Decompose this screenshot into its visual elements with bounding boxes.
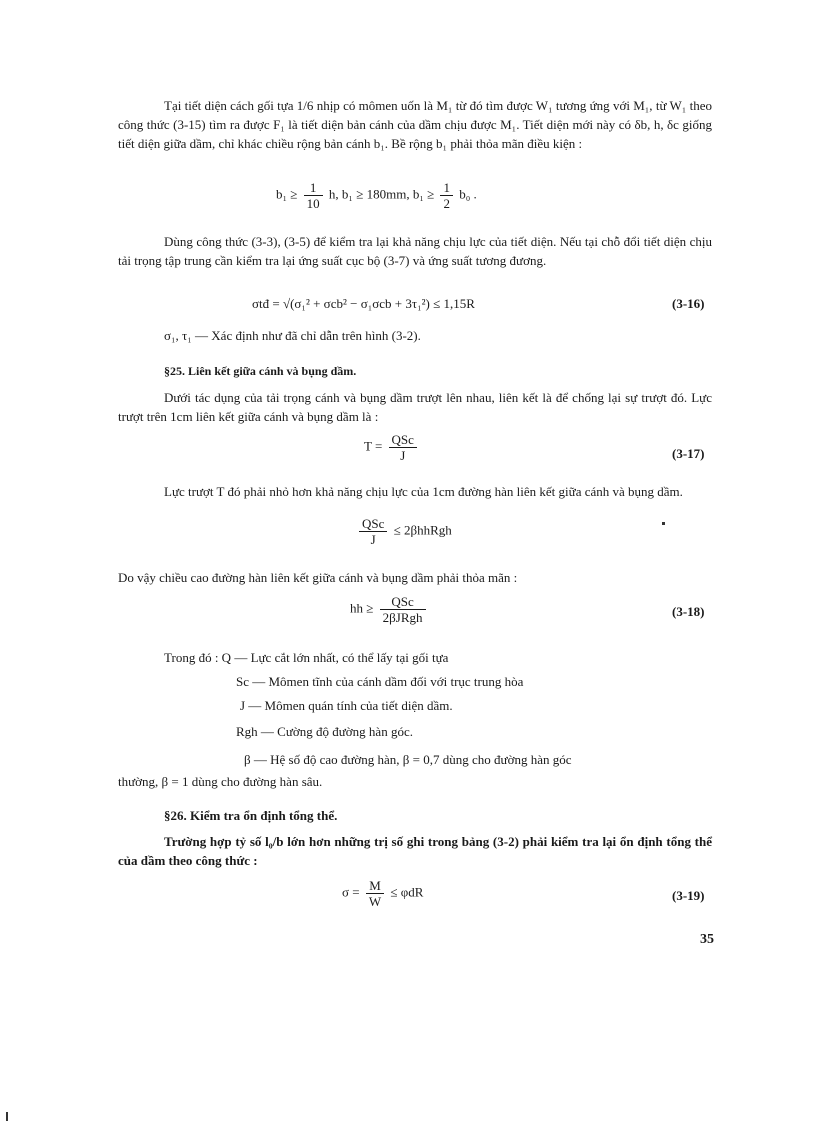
definition-q: Trong đó : Q — Lực cắt lớn nhất, có thể lấy tại gối tựa	[164, 650, 449, 665]
equation-number-3-18: (3-18)	[672, 604, 705, 619]
equation-weld-inequality: $\frac{\text{QSc}}{J}$ ≤ 2βhhRgh	[356, 516, 452, 547]
definition-rgh: Rgh — Cường độ đường hàn góc.	[236, 724, 413, 739]
equation-number-3-19: (3-19)	[672, 888, 705, 903]
note-sigma-tau: σ₁, τ₁ — Xác định như đã chỉ dẫn trên hình (3-2).	[164, 328, 421, 343]
paragraph-check: Dùng công thức (3-3), (3-5) để kiểm tra lại khả năng chịu lực của tiết diện. Nếu tại chỗ đổi tiết diện chịu tải trọng tập trung cần kiểm tra lại ứng suất cục bộ (3-7) và ứng suất tương đương.	[118, 234, 712, 268]
scan-edge-mark	[6, 1112, 8, 1121]
paragraph-shear: Dưới tác dụng của tải trọng cánh và bụng dầm trượt lên nhau, liên kết là để chống lại sự trượt đó. Lực trượt trên 1cm liên kết giữa cánh và bụng dầm là :	[118, 390, 712, 424]
page-number: 35	[700, 932, 714, 947]
paragraph-capacity: Lực trượt T đó phải nhỏ hơn khả năng chịu lực của 1cm đường hàn liên kết giữa cánh và bụng dầm.	[164, 484, 683, 499]
definition-j: J — Mômen quán tính của tiết diện dầm.	[240, 698, 453, 713]
equation-3-18: hh ≥ $\frac{\text{QSc}}{\text{2βJRgh}}$	[350, 594, 429, 625]
definition-beta-cont: thường, β = 1 dùng cho đường hàn sâu.	[118, 774, 323, 789]
equation-number-3-16: (3-16)	[672, 296, 705, 311]
definition-sc: Sc — Mômen tĩnh của cánh dầm đối với trục trung hòa	[236, 674, 524, 689]
section-25-title: §25. Liên kết giữa cánh và bụng dầm.	[164, 364, 357, 378]
paragraph-stability: Trường hợp tỷ số l₀/b lớn hơn những trị số ghi trong bảng (3-2) phải kiểm tra lại ổn định tổng thể của dầm theo công thức :	[118, 834, 712, 868]
equation-3-16: σtđ = √(σ₁² + σcb² − σ₁σcb + 3τ₁²) ≤ 1,15R	[252, 296, 475, 311]
equation-number-3-17: (3-17)	[672, 446, 705, 461]
section-26-title: §26. Kiểm tra ổn định tổng thể.	[164, 808, 338, 823]
equation-3-17: T = $\frac{\text{QSc}}{J}$	[364, 432, 420, 463]
paragraph-weld-height: Do vậy chiều cao đường hàn liên kết giữa cánh và bụng dầm phải thỏa mãn :	[118, 570, 518, 585]
scan-speck	[662, 522, 665, 525]
paragraph-intro: Tại tiết diện cách gối tựa 1/6 nhịp có mômen uốn là M₁ từ đó tìm được W₁ tương ứng với M₁, từ W₁ theo công thức (3-15) tìm ra được F₁ là tiết diện bản cánh của dầm chịu được M₁. Tiết diện mới này có δb, h, δc giống tiết diện giữa dầm, chỉ khác chiều rộng bản cánh b₁. Bề rộng b₁ phải thỏa mãn điều kiện :	[118, 98, 712, 151]
equation-flange-width: b₁ ≥ $\frac{1}{10}$ h, b₁ ≥ 180mm, b₁ ≥ $\frac{1}{2}$ b₀ .	[276, 180, 477, 211]
definition-beta: β — Hệ số độ cao đường hàn, β = 0,7 dùng cho đường hàn góc	[244, 752, 572, 767]
equation-3-19: σ = $\frac{M}{W}$ ≤ φdR	[342, 878, 424, 909]
